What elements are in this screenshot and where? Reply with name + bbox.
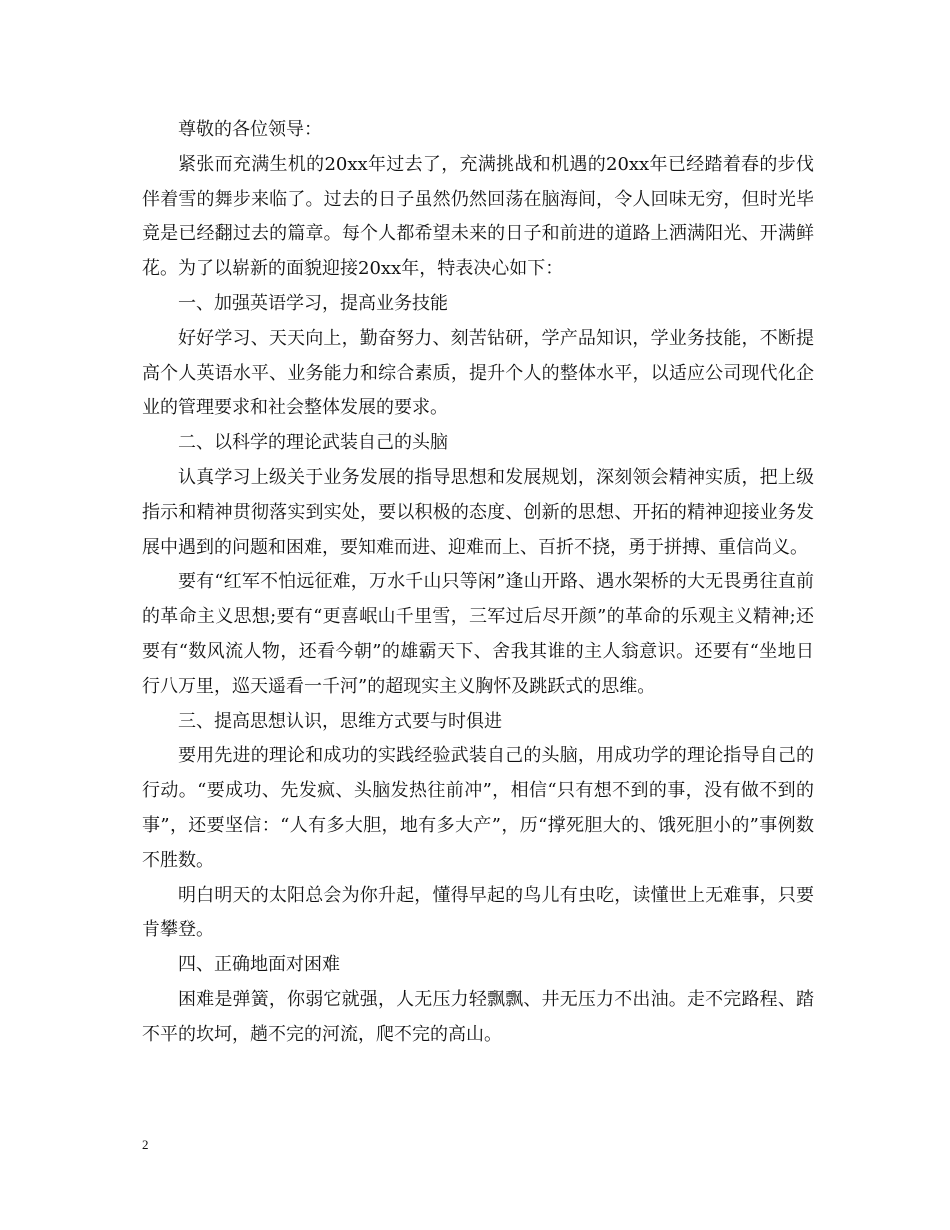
paragraph-section-1: 好好学习、天天向上，勤奋努力、刻苦钻研，学产品知识，学业务技能，不断提高个人英语水平、业务能力和综合素质，提升个人的整体水平，以适应公司现代化企业的管理要求和社会整体发展的要求。	[142, 327, 814, 419]
paragraph-section-4: 困难是弹簧，你弱它就强，人无压力轻飘飘、井无压力不出油。走不完路程、踏不平的坎坷，趟不完的河流，爬不完的高山。	[142, 988, 814, 1045]
section-heading-1: 一、加强英语学习，提高业务技能	[178, 292, 448, 314]
paragraph-intro: 紧张而充满生机的20xx年过去了，充满挑战和机遇的20xx年已经踏着春的步伐伴着雪的舞步来临了。过去的日子虽然仍然回荡在脑海间，令人回味无穷，但时光毕竟是已经翻过去的篇章。每个人都希望未来的日子和前进的道路上洒满阳光、开满鲜花。为了以崭新的面貌迎接20xx年，特表决心如下：	[142, 153, 814, 280]
salutation: 尊敬的各位领导：	[178, 119, 322, 140]
section-heading-4: 四、正确地面对困难	[178, 954, 340, 976]
paragraph-section-2b: 要有“红军不怕远征难，万水千山只等闲”逢山开路、遇水架桥的大无畏勇往直前的革命主义思想;要有“更喜岷山千里雪，三军过后尽开颜”的革命的乐观主义精神;还要有“数风流人物，还看今朝”的雄霸天下、舍我其谁的主人翁意识。还要有“坐地日行八万里，巡天遥看一千河”的超现实主义胸怀及跳跃式的思维。	[142, 571, 814, 697]
page-number: 2	[142, 1137, 149, 1152]
section-heading-3: 三、提高思想认识，思维方式要与时俱进	[178, 710, 502, 732]
paragraph-section-3b: 明白明天的太阳总会为你升起，懂得早起的鸟儿有虫吃，读懂世上无难事，只要肯攀登。	[142, 884, 814, 941]
section-heading-2: 二、以科学的理论武装自己的头脑	[178, 432, 448, 454]
document-body	[142, 113, 814, 1053]
paragraph-section-2a: 认真学习上级关于业务发展的指导思想和发展规划，深刻领会精神实质，把上级指示和精神贯彻落实到实处，要以积极的态度、创新的思想、开拓的精神迎接业务发展中遇到的问题和困难，要知难而进、迎难而上、百折不挠，勇于拼搏、重信尚义。	[142, 466, 814, 558]
paragraph-section-3a: 要用先进的理论和成功的实践经验武装自己的头脑，用成功学的理论指导自己的行动。“要成功、先发疯、头脑发热往前冲”，相信“只有想不到的事，没有做不到的事”，还要坚信：“人有多大胆，地有多大产”，历“撑死胆大的、饿死胆小的”事例数不胜数。	[142, 745, 814, 871]
